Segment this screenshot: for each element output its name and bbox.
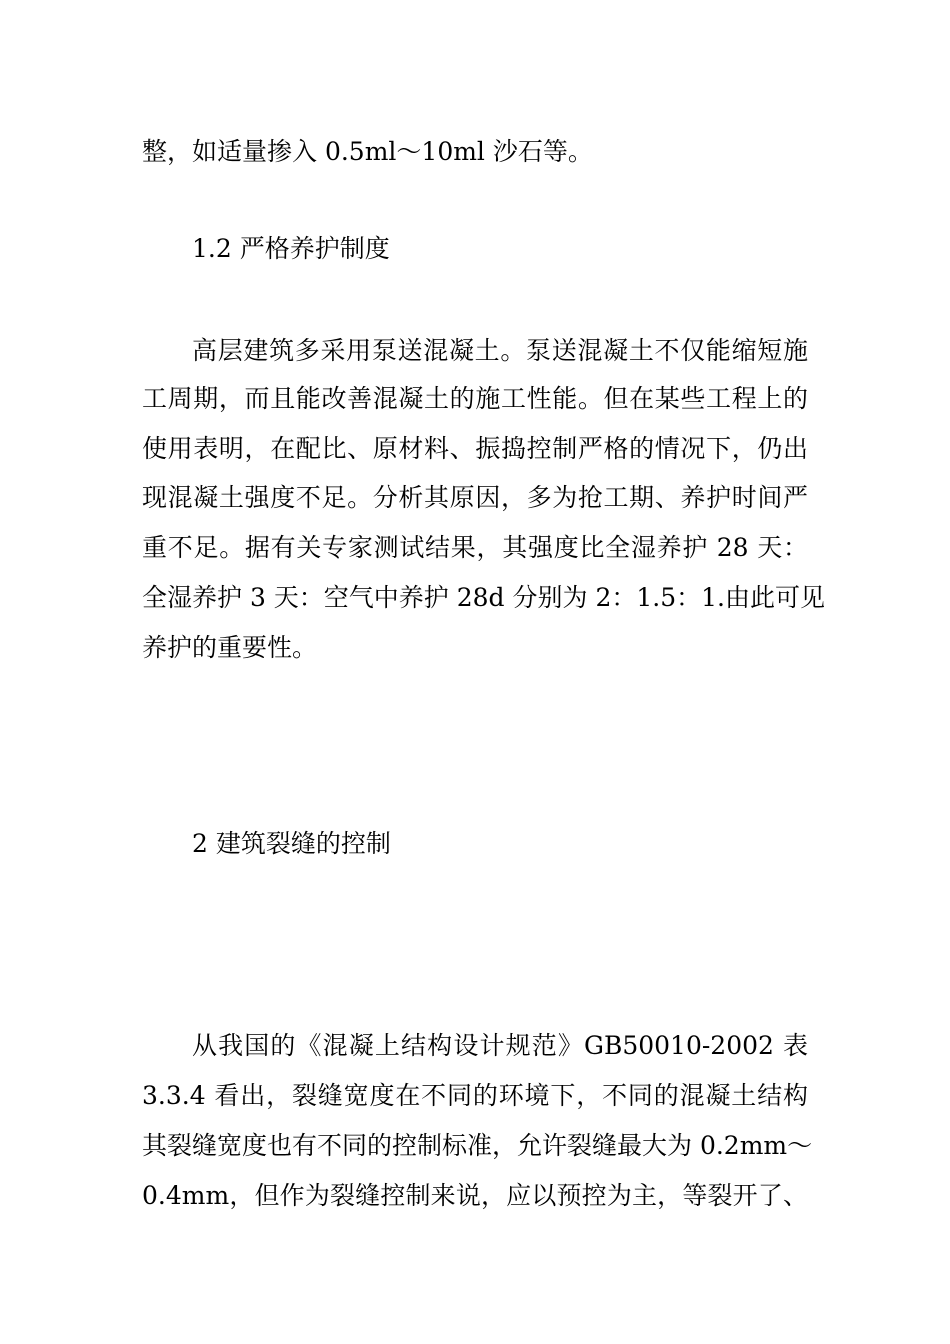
paragraph-continuation-line: 整，如适量掺入 0.5ml～10ml 沙石等。 bbox=[142, 137, 593, 166]
paragraph-curing-line-6: 全湿养护 3 天：空气中养护 28d 分别为 2：1.5：1.由此可见 bbox=[142, 583, 825, 612]
paragraph-curing-line-7: 养护的重要性。 bbox=[142, 633, 318, 662]
paragraph-curing-line-4: 现混凝土强度不足。分析其原因，多为抢工期、养护时间严 bbox=[142, 483, 808, 512]
paragraph-cracks-line-4: 0.4mm，但作为裂缝控制来说，应以预控为主，等裂开了、 bbox=[142, 1181, 808, 1210]
paragraph-cracks-line-1: 从我国的《混凝上结构设计规范》GB50010-2002 表 bbox=[192, 1031, 808, 1060]
paragraph-curing-line-2: 工周期，而且能改善混凝土的施工性能。但在某些工程上的 bbox=[142, 384, 808, 413]
paragraph-cracks-line-3: 其裂缝宽度也有不同的控制标准，允许裂缝最大为 0.2mm～ bbox=[142, 1131, 813, 1160]
paragraph-curing-line-1: 高层建筑多采用泵送混凝土。泵送混凝土不仅能缩短施 bbox=[192, 336, 808, 365]
paragraph-curing-line-5: 重不足。据有关专家测试结果，其强度比全湿养护 28 天： bbox=[142, 533, 808, 562]
paragraph-cracks-line-2: 3.3.4 看出，裂缝宽度在不同的环境下，不同的混凝土结构 bbox=[142, 1081, 808, 1110]
section-heading-1-2: 1.2 严格养护制度 bbox=[192, 234, 390, 263]
section-heading-2: 2 建筑裂缝的控制 bbox=[192, 829, 391, 858]
paragraph-curing-line-3: 使用表明，在配比、原材料、振捣控制严格的情况下，仍出 bbox=[142, 434, 808, 463]
